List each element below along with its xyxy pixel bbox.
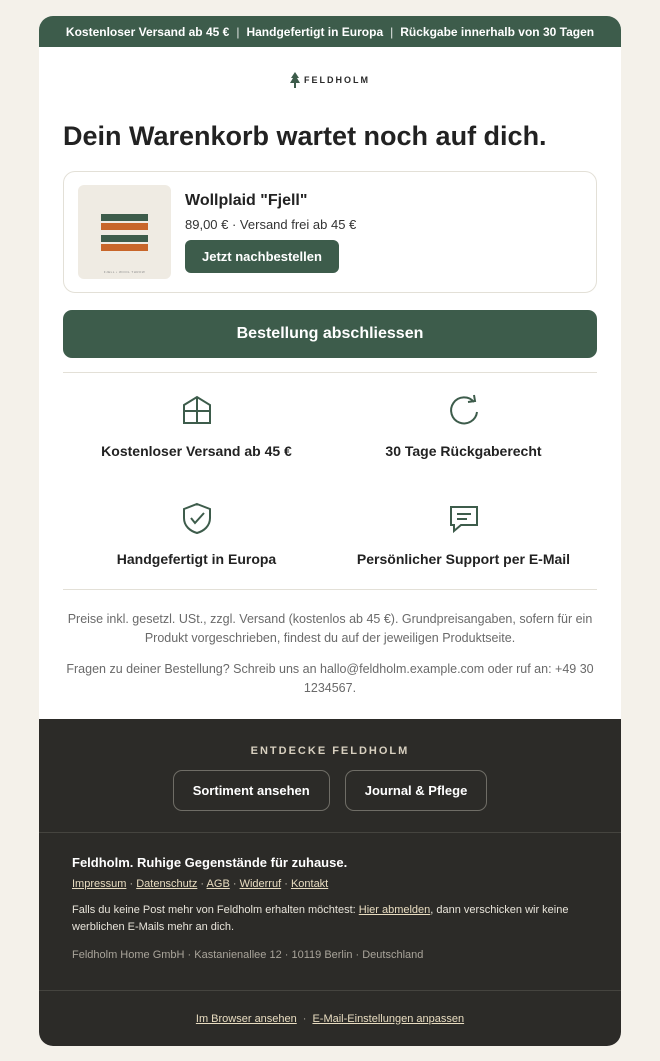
footer bbox=[39, 719, 621, 1046]
browse-catalog-button[interactable]: Sortiment ansehen bbox=[173, 770, 330, 811]
brand-logo[interactable] bbox=[39, 47, 621, 113]
brand-tagline: Feldholm. Ruhige Gegenstände für zuhause. bbox=[72, 855, 348, 870]
link-separator: · bbox=[129, 878, 134, 890]
promo-separator: | bbox=[236, 24, 240, 39]
unsubscribe-suffix: , dann verschicken wir keine werblichen E-Mails mehr an dich. bbox=[72, 904, 569, 933]
feature-shipping bbox=[63, 373, 330, 481]
logo-text: FELDHOLM bbox=[304, 75, 370, 85]
feature-grid bbox=[39, 373, 621, 589]
promo-shipping: Kostenloser Versand ab 45 € bbox=[65, 24, 230, 39]
tree-icon bbox=[290, 72, 300, 88]
shield-check-icon bbox=[180, 501, 214, 535]
product-stripe bbox=[101, 223, 148, 230]
link-separator: · bbox=[200, 878, 205, 890]
link-impressum[interactable]: Impressum bbox=[72, 878, 127, 890]
link-agb[interactable]: AGB bbox=[206, 878, 230, 890]
email-container bbox=[39, 16, 621, 1046]
email-settings-link[interactable]: E-Mail-Einstellungen anpassen bbox=[312, 1012, 465, 1025]
promo-separator: | bbox=[390, 24, 394, 39]
company-address: Feldholm Home GmbH · Kastanienallee 12 · 10119 Berlin · Deutschland bbox=[72, 949, 424, 961]
feature-label: 30 Tage Rückgaberecht bbox=[385, 443, 542, 459]
feature-handmade bbox=[63, 481, 330, 589]
promo-bar bbox=[39, 16, 621, 47]
footer-links bbox=[72, 878, 588, 890]
page-title: Dein Warenkorb wartet noch auf dich. bbox=[63, 121, 547, 151]
product-image[interactable] bbox=[78, 185, 171, 279]
chat-bubble-icon bbox=[447, 501, 481, 535]
promo-returns: Rückgabe innerhalb von 30 Tagen bbox=[400, 24, 595, 39]
footer-kicker: ENTDECKE FELDHOLM bbox=[250, 745, 410, 757]
cart-item-info bbox=[185, 192, 356, 273]
view-in-browser-link[interactable]: Im Browser ansehen bbox=[195, 1012, 297, 1025]
product-image-caption: FJELL • WOOL THROW bbox=[103, 270, 146, 274]
return-arrow-icon bbox=[447, 393, 481, 427]
journal-button[interactable]: Journal & Pflege bbox=[345, 770, 488, 811]
link-datenschutz[interactable]: Datenschutz bbox=[136, 878, 198, 890]
feature-label: Kostenloser Versand ab 45 € bbox=[101, 443, 292, 459]
feature-support bbox=[330, 481, 597, 589]
contact-note: Fragen zu deiner Bestellung? Schreib uns an hallo@feldholm.example.com oder ruf an: +49 30 1234567. bbox=[66, 662, 594, 695]
footer-bottom-links bbox=[39, 991, 621, 1046]
link-separator: · bbox=[232, 878, 237, 890]
feature-label: Persönlicher Support per E-Mail bbox=[356, 551, 571, 567]
reorder-button[interactable]: Jetzt nachbestellen bbox=[185, 240, 339, 273]
feature-returns bbox=[330, 373, 597, 481]
unsubscribe-link[interactable]: Hier abmelden bbox=[358, 904, 431, 916]
cart-item-card bbox=[63, 171, 597, 293]
footer-button-group bbox=[173, 770, 488, 811]
product-name[interactable]: Wollplaid "Fjell" bbox=[185, 191, 308, 209]
promo-handmade: Handgefertigt in Europa bbox=[246, 24, 384, 39]
link-separator: · bbox=[302, 1012, 307, 1025]
link-separator: · bbox=[284, 878, 288, 890]
feature-label: Handgefertigt in Europa bbox=[116, 551, 277, 567]
checkout-button[interactable]: Bestellung abschliessen bbox=[63, 310, 597, 358]
footer-discover bbox=[39, 719, 621, 833]
pricing-note: Preise inkl. gesetzl. USt., zzgl. Versand (kostenlos ab 45 €). Grundpreisangaben, sofern für ein Produkt vorgeschrieben, findest du auf der jeweiligen Produktseite. bbox=[67, 612, 593, 645]
unsubscribe-prefix: Falls du keine Post mehr von Feldholm erhalten möchtest: bbox=[72, 904, 359, 916]
footer-info bbox=[39, 833, 621, 991]
link-kontakt[interactable]: Kontakt bbox=[290, 878, 329, 890]
legal-notes bbox=[39, 590, 621, 719]
unsubscribe-note bbox=[72, 902, 588, 936]
link-widerruf[interactable]: Widerruf bbox=[239, 878, 282, 890]
product-stripe bbox=[101, 214, 148, 221]
product-stripe bbox=[101, 235, 148, 242]
package-icon bbox=[180, 393, 214, 427]
product-price: 89,00 € · Versand frei ab 45 € bbox=[185, 216, 357, 232]
product-stripe bbox=[101, 244, 148, 251]
